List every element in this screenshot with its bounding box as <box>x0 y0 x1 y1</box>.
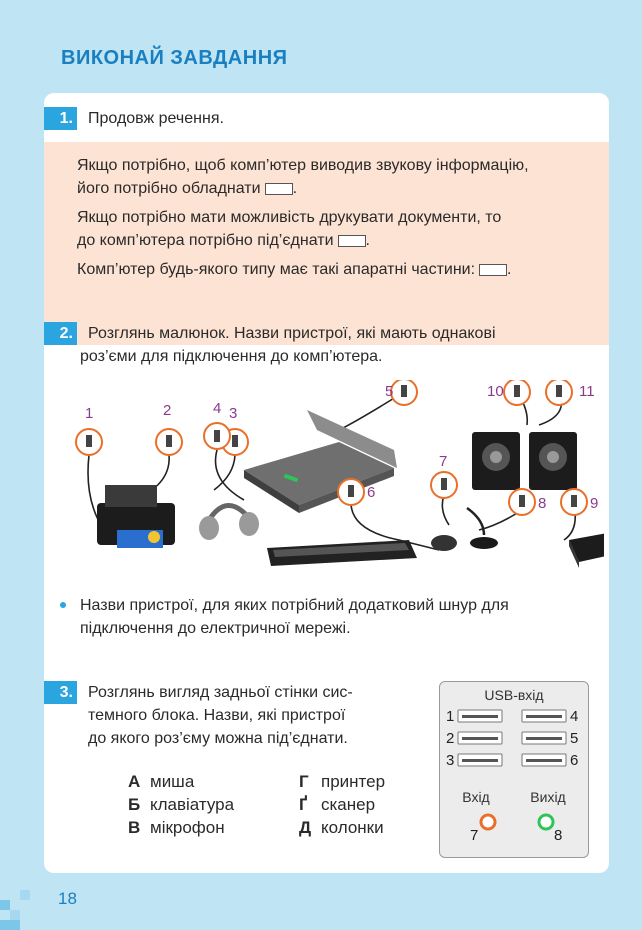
page-heading: ВИКОНАЙ ЗАВДАННЯ <box>61 47 288 69</box>
task2-bullet-line2: підключення до електричної мережі. <box>80 620 351 637</box>
task1-number: 1. <box>44 107 77 130</box>
port-3-label: 3 <box>446 752 455 769</box>
headphones-image <box>199 505 259 540</box>
usb-title: USB-вхід <box>484 687 544 703</box>
option-g[interactable] <box>299 770 385 793</box>
corner-decoration <box>20 890 30 900</box>
option-v[interactable] <box>128 816 234 839</box>
corner-decoration <box>10 910 20 920</box>
task1-sentences-box <box>44 142 609 345</box>
option-b[interactable] <box>128 793 234 816</box>
answer-blank-3[interactable] <box>479 264 507 276</box>
task1-instruction: Продовж речення. <box>88 110 224 127</box>
port-8-label: 8 <box>554 827 563 844</box>
task1-line5-text: Комп’ютер будь-якого типу має такі апаратні частини: <box>77 261 476 278</box>
option-a-letter: А <box>128 772 141 791</box>
mouse-image <box>431 535 457 551</box>
audio-in-jack[interactable] <box>481 815 495 829</box>
task3-number: 3. <box>44 681 77 704</box>
device-label-4: 4 <box>213 400 222 417</box>
external-drive-image <box>569 530 604 568</box>
device-label-11: 11 <box>579 383 595 400</box>
corner-decoration <box>0 920 20 930</box>
audio-out-jack[interactable] <box>539 815 553 829</box>
task3-instruction-line1: Розглянь вигляд задньої стінки сис- <box>88 684 353 701</box>
answer-blank-1[interactable] <box>265 183 293 195</box>
option-a[interactable] <box>128 770 234 793</box>
device-label-8: 8 <box>538 495 547 512</box>
option-d-text: колонки <box>321 818 384 837</box>
corner-decoration <box>0 900 10 910</box>
option-g2-text: сканер <box>321 795 376 814</box>
task1-line4-text: до комп’ютера потрібно під’єднати <box>77 232 334 249</box>
task2-instruction-line1: Розглянь малюнок. Назви пристрої, які мають однакові <box>88 325 496 342</box>
device-label-9: 9 <box>590 495 599 512</box>
port-6-label: 6 <box>570 752 579 769</box>
audio-in-label: Вхід <box>462 789 490 805</box>
device-label-1: 1 <box>85 405 94 422</box>
device-label-10: 10 <box>487 383 504 400</box>
option-v-text: мікрофон <box>150 818 225 837</box>
option-g-text: принтер <box>321 772 386 791</box>
option-a-text: миша <box>150 772 195 791</box>
device-label-2: 2 <box>163 402 172 419</box>
task3-instruction-line3: до якого роз’єму можна під’єднати. <box>88 730 348 747</box>
task2-instruction-line2: роз’єми для підключення до комп’ютера. <box>80 348 383 365</box>
options-left <box>128 770 234 839</box>
task-card <box>44 93 609 873</box>
option-d[interactable] <box>299 816 385 839</box>
option-d-letter: Д <box>299 818 312 837</box>
option-b-text: клавіатура <box>150 795 235 814</box>
option-g2[interactable] <box>299 793 385 816</box>
system-unit-rear-panel <box>439 681 589 858</box>
option-b-letter: Б <box>128 795 141 814</box>
port-7-label: 7 <box>470 827 479 844</box>
options-right <box>299 770 385 839</box>
task1-line1: Якщо потрібно, щоб комп’ютер виводив звукову інформацію, <box>77 157 529 174</box>
task1-line5: Комп’ютер будь-якого типу має такі апаратні частини: . <box>77 261 512 278</box>
task3-instruction-line2: темного блока. Назви, які пристрої <box>88 707 346 724</box>
device-label-3: 3 <box>229 405 238 422</box>
option-g-letter: Г <box>299 772 309 791</box>
device-label-7: 7 <box>439 453 448 470</box>
audio-out-label: Вихід <box>530 789 566 805</box>
bullet-dot <box>60 602 66 608</box>
answer-blank-2[interactable] <box>338 235 366 247</box>
microphone-image <box>467 508 498 549</box>
port-5-label: 5 <box>570 730 579 747</box>
port-2-label: 2 <box>446 730 455 747</box>
rear-panel-drawing <box>440 682 588 857</box>
device-label-5: 5 <box>385 383 394 400</box>
task1-line2: його потрібно обладнати . <box>77 180 298 197</box>
task1-line2-text: його потрібно обладнати <box>77 180 261 197</box>
task2-number: 2. <box>44 322 77 345</box>
option-v-letter: В <box>128 818 141 837</box>
task1-line3: Якщо потрібно мати можливість друкувати документи, то <box>77 209 502 226</box>
port-1-label: 1 <box>446 708 455 725</box>
device-label-6: 6 <box>367 484 376 501</box>
keyboard-image <box>267 540 417 566</box>
option-g2-letter: Ґ <box>299 795 308 814</box>
port-4-label: 4 <box>570 708 579 725</box>
task1-line4: до комп’ютера потрібно під’єднати . <box>77 232 370 249</box>
devices-illustration <box>59 380 604 580</box>
printer-image <box>97 485 175 548</box>
speakers-image <box>472 432 577 490</box>
page-number: 18 <box>58 889 77 908</box>
task2-bullet-line1: Назви пристрої, для яких потрібний додатковий шнур для <box>80 597 509 614</box>
